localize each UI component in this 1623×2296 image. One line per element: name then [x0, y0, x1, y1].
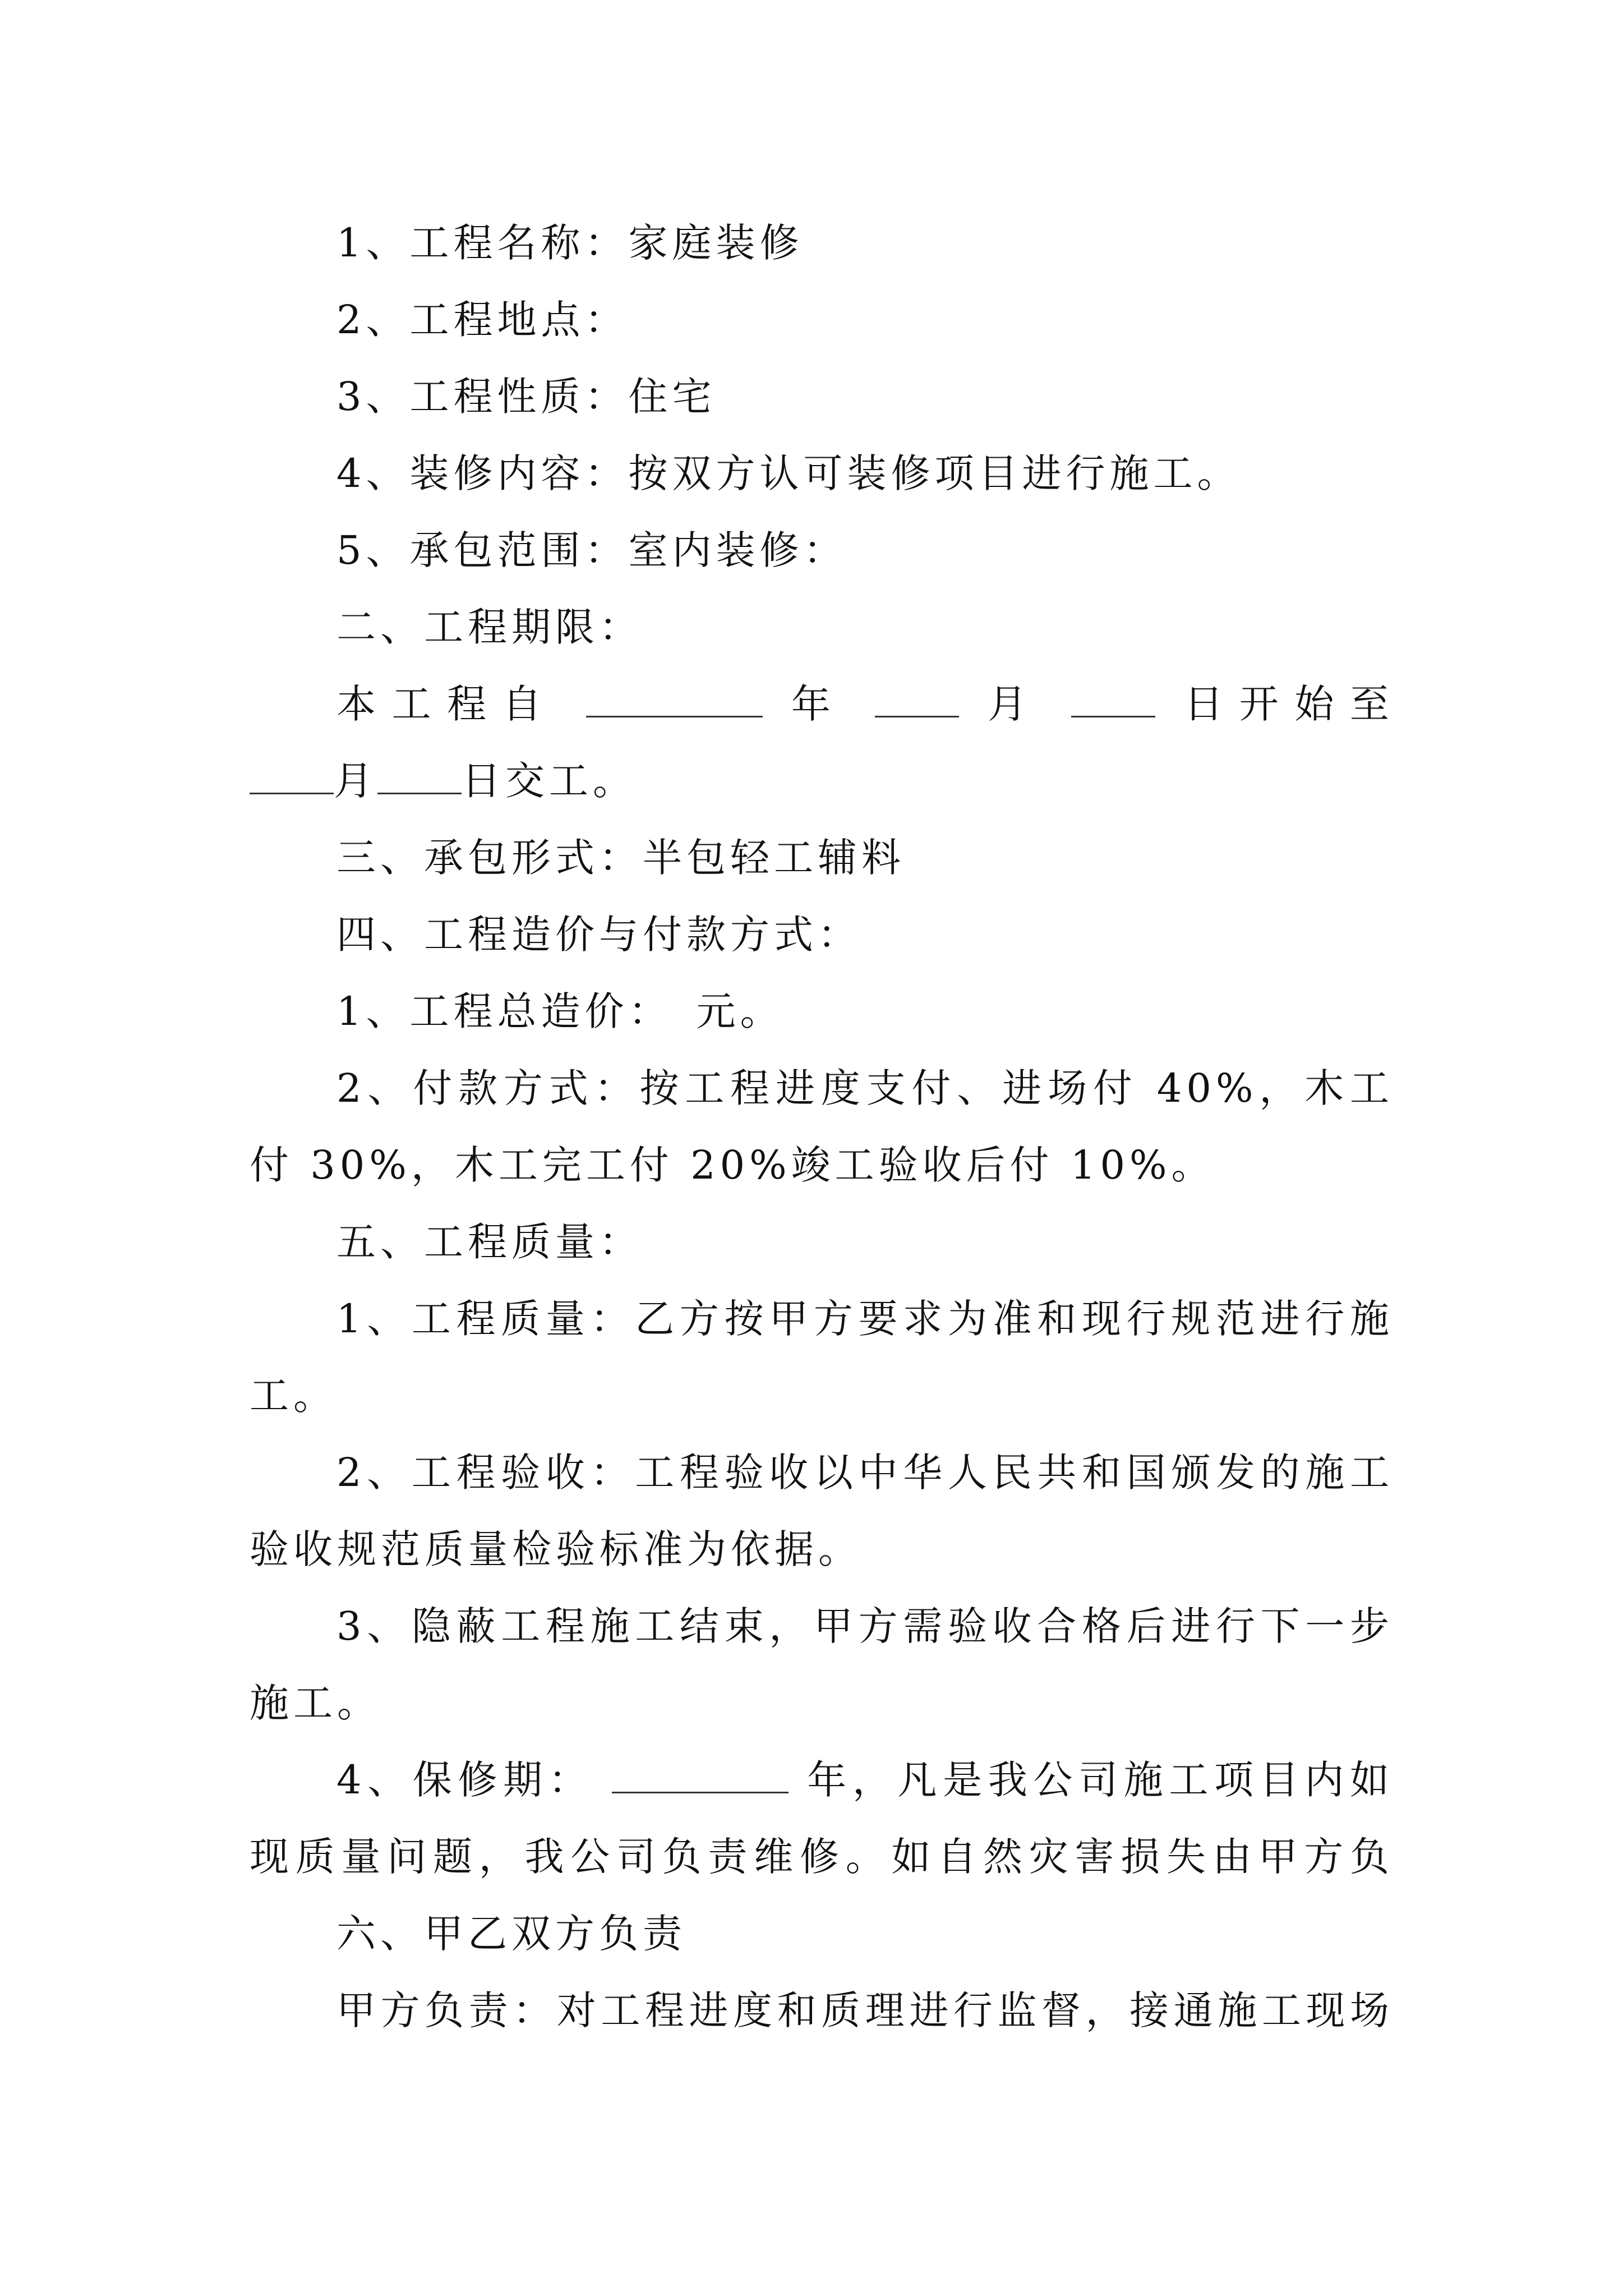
period-text: 月 — [334, 758, 377, 804]
warranty-text: 4、保修期： — [336, 1757, 594, 1803]
period-start-line — [336, 677, 1394, 731]
item-payment-method-cont: 付 30%，木工完工付 20%竣工验收后付 10%。 — [250, 1142, 1215, 1188]
period-end-line — [250, 754, 1394, 808]
period-text: 月 — [988, 681, 1043, 727]
item-project-location: 2、工程地点： — [336, 297, 629, 343]
warranty-text: 年，凡是我公司施工项目内如 — [807, 1757, 1394, 1803]
item-payment-method: 2、付款方式：按工程进度支付、进场付 40%，木工 — [336, 1065, 1394, 1111]
end-day-blank — [377, 759, 462, 794]
item-decoration-content: 4、装修内容：按双方认可装修项目进行施工。 — [336, 450, 1241, 496]
period-text: 年 — [791, 681, 847, 727]
item-concealed-work: 3、隐蔽工程施工结束，甲方需验收合格后进行下一步 — [336, 1603, 1394, 1649]
item-warranty-cont: 现质量问题，我公司负责维修。如自然灾害损失由甲方负 — [250, 1834, 1394, 1880]
end-month-blank — [250, 759, 334, 794]
item-concealed-work-cont: 施工。 — [250, 1680, 381, 1726]
start-year-blank — [586, 682, 763, 717]
item-acceptance-cont: 验收规范质量检验标准为依据。 — [250, 1526, 862, 1572]
item-warranty — [336, 1753, 1394, 1807]
section-heading-responsibilities: 六、甲乙双方负责 — [336, 1911, 686, 1957]
item-project-nature: 3、工程性质：住宅 — [336, 374, 716, 420]
period-text: 日交工。 — [462, 758, 637, 804]
section-heading-period: 二、工程期限： — [336, 604, 643, 650]
warranty-years-blank — [612, 1758, 789, 1793]
start-month-blank — [875, 682, 959, 717]
item-contract-scope: 5、承包范围：室内装修： — [336, 527, 847, 573]
period-text: 日开始至 — [1184, 681, 1394, 727]
item-total-cost: 1、工程总造价： 元。 — [336, 988, 784, 1034]
item-acceptance: 2、工程验收：工程验收以中华人民共和国颁发的施工 — [336, 1450, 1394, 1496]
section-heading-cost-payment: 四、工程造价与付款方式： — [336, 912, 861, 958]
period-text: 本工程自 — [336, 681, 558, 727]
start-day-blank — [1071, 682, 1155, 717]
section-heading-contract-form: 三、承包形式：半包轻工辅料 — [336, 835, 905, 881]
item-project-name: 1、工程名称：家庭装修 — [336, 220, 804, 266]
item-quality: 1、工程质量：乙方按甲方要求为准和现行规范进行施 — [336, 1296, 1394, 1342]
item-party-a-responsibility: 甲方负责：对工程进度和质理进行监督，接通施工现场 — [336, 1987, 1394, 2033]
section-heading-quality: 五、工程质量： — [336, 1219, 643, 1265]
item-quality-cont: 工。 — [250, 1373, 337, 1419]
